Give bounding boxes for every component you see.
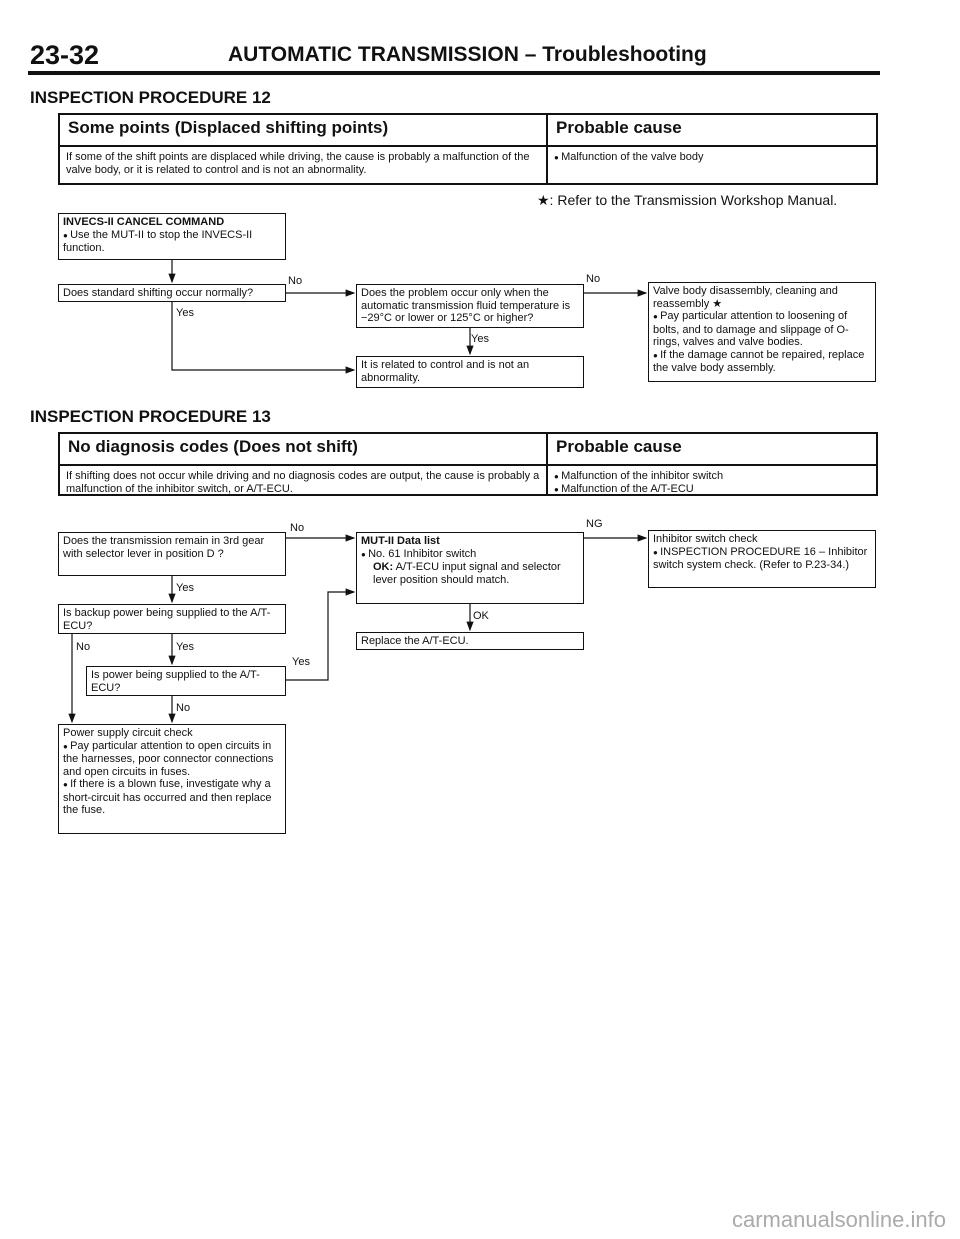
valve-body-bullet: ● If the damage cannot be repaired, replace the valve body assembly. xyxy=(653,349,871,375)
proc13-label-yes: Yes xyxy=(176,582,194,594)
proc12-q1-box: Does standard shifting occur normally? xyxy=(58,284,286,302)
cancel-command-bullet: ● Use the MUT-II to stop the INVECS-II function. xyxy=(63,229,281,255)
proc12-symptom-heading: Some points (Displaced shifting points) xyxy=(68,118,389,137)
proc12-label-yes: Yes xyxy=(176,307,194,319)
proc13-label-ng: NG xyxy=(586,518,603,530)
proc12-label-no: No xyxy=(288,275,303,287)
proc13-label-yes: Yes xyxy=(176,641,194,653)
proc13-q3-box: Is power being supplied to the A/T-ECU? xyxy=(86,666,286,696)
proc13-title: INSPECTION PROCEDURE 13 xyxy=(30,407,271,426)
mut-data-list-title: MUT-II Data list xyxy=(361,535,440,547)
proc12-label-no: No xyxy=(586,273,601,285)
proc12-symptom-text: If some of the shift points are displaced while driving, the cause is probably a malfunction of the valve body, or it is related to control and is not an abnormality. xyxy=(66,151,530,176)
proc12-label-yes: Yes xyxy=(471,333,489,345)
proc12-cause-item: ● Malfunction of the valve body xyxy=(554,151,878,164)
power-supply-bullet: ● If there is a blown fuse, investigate why a short-circuit has occurred and then replace the fuse. xyxy=(63,778,281,817)
power-supply-title: Power supply circuit check xyxy=(63,727,193,739)
proc13-label-no: No xyxy=(76,641,91,653)
proc13-cause-item: ● Malfunction of the inhibitor switch xyxy=(554,470,878,483)
proc13-symptom-text: If shifting does not occur while driving and no diagnosis codes are output, the cause is probably a malfunction of the inhibitor switch, or A/T-ECU. xyxy=(66,470,540,494)
valve-body-title: Valve body disassembly, cleaning and reassembly ★ xyxy=(653,285,838,310)
ok-text: A/T-ECU input signal and selector lever position should match. xyxy=(373,561,561,586)
proc13-q1-box: Does the transmission remain in 3rd gear with selector lever in position D ? xyxy=(58,532,286,576)
proc13-q2-box: Is backup power being supplied to the A/T-ECU? xyxy=(58,604,286,634)
replace-ecu-box: Replace the A/T-ECU. xyxy=(356,632,584,650)
power-supply-bullet: ● Pay particular attention to open circuits in the harnesses, poor connector connections and open circuits in fuses. xyxy=(63,740,281,779)
proc13-label-no: No xyxy=(176,702,191,714)
proc12-title: INSPECTION PROCEDURE 12 xyxy=(30,88,271,107)
proc13-symptom-heading: No diagnosis codes (Does not shift) xyxy=(68,437,358,456)
workshop-manual-note: ★: Refer to the Transmission Workshop Manual. xyxy=(537,192,838,208)
page-title: AUTOMATIC TRANSMISSION – Troubleshooting xyxy=(228,43,707,66)
proc13-label-no: No xyxy=(290,522,305,534)
proc12-cause-heading: Probable cause xyxy=(556,118,682,137)
valve-body-bullet: ● Pay particular attention to loosening of bolts, and to damage and slippage of O-rings, valves and valve bodies. xyxy=(653,310,871,349)
cancel-command-title: INVECS-II CANCEL COMMAND xyxy=(63,216,225,228)
proc12-q2-box: Does the problem occur only when the automatic transmission fluid temperature is −29°C or lower or 125°C or higher? xyxy=(356,284,584,328)
proc13-label-ok: OK xyxy=(473,610,489,622)
inhibitor-switch-title: Inhibitor switch check xyxy=(653,533,758,545)
watermark: carmanualsonline.info xyxy=(731,1207,946,1232)
proc13-cause-item: ● Malfunction of the A/T-ECU xyxy=(554,483,878,494)
ok-label: OK: xyxy=(373,561,394,573)
proc13-cause-heading: Probable cause xyxy=(556,437,682,456)
page-number: 23-32 xyxy=(30,40,100,70)
inhibitor-switch-bullet: ● INSPECTION PROCEDURE 16 – Inhibitor switch system check. (Refer to P.23-34.) xyxy=(653,546,871,572)
proc13-label-yes: Yes xyxy=(292,656,310,668)
proc12-control-result-box: It is related to control and is not an abnormality. xyxy=(356,356,584,388)
mut-data-list-item: ● No. 61 Inhibitor switch xyxy=(361,548,579,562)
